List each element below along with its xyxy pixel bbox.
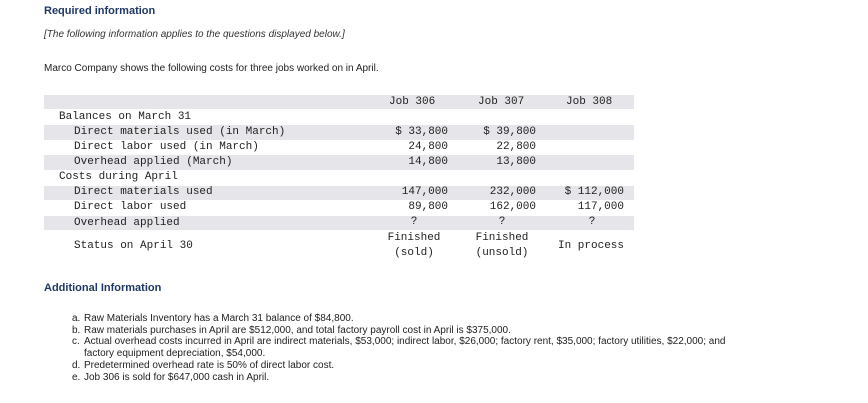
job306-status-line1: Finished (387, 232, 441, 244)
job307-dl-march: 22,800 (496, 141, 536, 153)
list-item-continuation: factory equipment depreciation, $54,000. (84, 348, 266, 360)
dl-march-label: Direct labor used (in March) (74, 141, 259, 153)
list-item: a. Raw Materials Inventory has a March 31 balance of $84,800. (72, 313, 354, 324)
job-cost-table (44, 95, 634, 267)
list-item: e. Job 306 is sold for $647,000 cash in April. (72, 371, 270, 383)
job307-oh-march: 13,800 (496, 156, 536, 168)
oh-april-label: Overhead applied (74, 217, 180, 229)
job306-oh-march: 14,800 (408, 156, 448, 168)
dm-april-label: Direct materials used (74, 186, 213, 198)
oh-march-label: Overhead applied (March) (74, 156, 233, 168)
status-label: Status on April 30 (74, 240, 193, 252)
job306-dm-april: 147,000 (401, 186, 448, 198)
job306-dm-march: $ 33,800 (395, 126, 448, 138)
job306-dl-march: 24,800 (408, 141, 448, 153)
additional-info-heading: Additional Information (44, 282, 162, 294)
dm-march-label: Direct materials used (in March) (74, 126, 286, 138)
job306-dl-april: 89,800 (408, 201, 448, 213)
col-header-job306: Job 306 (389, 96, 436, 108)
required-info-heading: Required information (44, 5, 156, 17)
job308-status: In process (557, 240, 624, 252)
instruction-note: [The following information applies to the questions displayed below.] (44, 29, 345, 40)
section-balances-label: Balances on March 31 (59, 111, 192, 123)
job307-oh-april: ? (498, 216, 506, 228)
job307-status-line2: (unsold) (475, 247, 529, 259)
section-april-label: Costs during April (59, 171, 178, 183)
job307-status-line1: Finished (475, 232, 529, 244)
dl-april-label: Direct labor used (74, 201, 187, 213)
intro-text: Marco Company shows the following costs for three jobs worked on in April. (44, 63, 379, 74)
list-item: c. Actual overhead costs incurred in April are indirect materials, $53,000; indirect labor, $26,000; factory rent, $35,000; factory utilities, $22,000; and (72, 336, 726, 348)
job306-status-line2: (sold) (394, 247, 434, 259)
job308-dl-april: 117,000 (577, 201, 624, 213)
job308-dm-april: $ 112,000 (564, 186, 624, 198)
job308-oh-april: ? (588, 216, 596, 228)
col-header-job307: Job 307 (478, 96, 525, 108)
list-item: d. Predetermined overhead rate is 50% of direct labor cost. (72, 359, 335, 371)
header-band (44, 95, 634, 109)
job307-dm-march: $ 39,800 (483, 126, 536, 138)
list-item: b. Raw materials purchases in April are $512,000, and total factory payroll cost in April is $375,000. (72, 324, 511, 336)
job307-dl-april: 162,000 (489, 201, 536, 213)
job307-dm-april: 232,000 (489, 186, 536, 198)
job306-oh-april: ? (410, 216, 418, 228)
col-header-job308: Job 308 (566, 96, 613, 108)
additional-info-list (72, 313, 726, 383)
